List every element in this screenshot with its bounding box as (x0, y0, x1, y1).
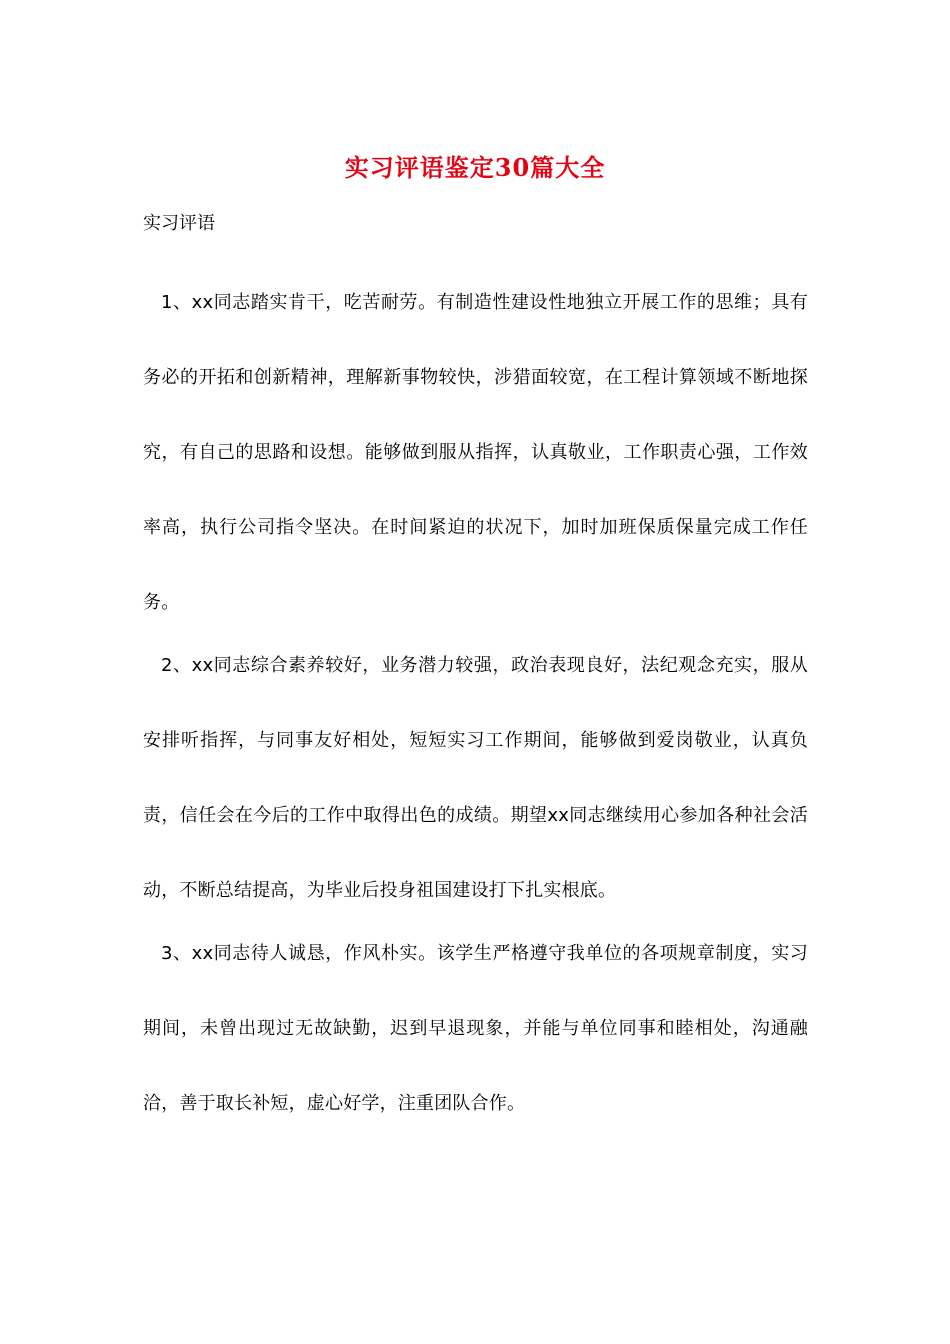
paragraph-1: 1、xx同志踏实肯干，吃苦耐劳。有制造性建设性地独立开展工作的思维；具有务必的开拓和创新精神，理解新事物较快，涉猎面较宽，在工程计算领域不断地探究，有自己的思路和设想。能够做到服从指挥，认真敬业，工作职责心强，工作效率高，执行公司指令坚决。在时间紧迫的状况下，加时加班保质保量完成工作任务。 (143, 292, 808, 613)
document-title: 实习评语鉴定30篇大全 (344, 153, 606, 182)
section-heading: 实习评语 (143, 213, 215, 234)
document-body (143, 265, 808, 1141)
paragraph-3: 3、xx同志待人诚恳，作风朴实。该学生严格遵守我单位的各项规章制度，实习期间，未曾出现过无故缺勤，迟到早退现象，并能与单位同事和睦相处，沟通融洽，善于取长补短，虚心好学，注重团队合作。 (143, 943, 808, 1114)
paragraph-2: 2、xx同志综合素养较好，业务潜力较强，政治表现良好，法纪观念充实，服从安排听指挥，与同事友好相处，短短实习工作期间，能够做到爱岗敬业，认真负责，信任会在今后的工作中取得出色的成绩。期望xx同志继续用心参加各种社会活动，不断总结提高，为毕业后投身祖国建设打下扎实根底。 (143, 655, 808, 901)
